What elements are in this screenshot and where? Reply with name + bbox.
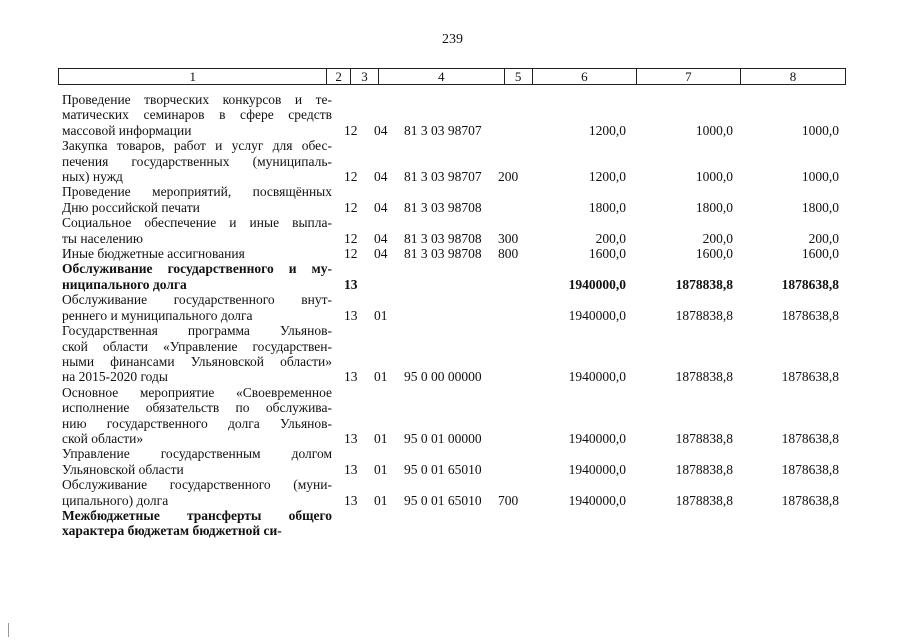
description-line: Государственная программа Ульянов- <box>62 323 332 339</box>
target-article-code: 95 0 01 65010 <box>404 492 482 508</box>
amount-year-2: 1878838,8 <box>675 369 733 385</box>
row-description <box>62 261 332 292</box>
amount-year-3: 1878638,8 <box>781 430 839 446</box>
row-description <box>62 184 332 215</box>
header-col-5: 5 <box>505 69 533 84</box>
table-row <box>0 92 905 138</box>
description-line: ты населению <box>62 230 143 246</box>
amount-year-3: 1878638,8 <box>781 307 839 323</box>
table-row <box>0 138 905 184</box>
expense-type-code: 700 <box>498 492 519 508</box>
description-line: Ульяновской области <box>62 461 184 477</box>
amount-year-1: 1940000,0 <box>568 369 626 385</box>
amount-year-3: 1800,0 <box>801 199 839 215</box>
section-code: 13 <box>344 430 358 446</box>
amount-year-3: 1878638,8 <box>781 492 839 508</box>
target-article-code: 81 3 03 98708 <box>404 230 482 246</box>
subsection-code: 04 <box>374 230 388 246</box>
amount-year-1: 200,0 <box>595 230 626 246</box>
amount-year-1: 1800,0 <box>588 199 626 215</box>
header-col-4: 4 <box>379 69 504 84</box>
description-line: нию государственного долга Ульянов- <box>62 415 332 431</box>
target-article-code: 95 0 00 00000 <box>404 369 482 385</box>
description-line: Проведение творческих конкурсов и те- <box>62 92 332 107</box>
header-col-7: 7 <box>637 69 741 84</box>
table-row <box>0 385 905 447</box>
description-line: Социальное обеспечение и иные выпла- <box>62 215 332 231</box>
row-description <box>62 246 332 261</box>
row-description <box>62 92 332 138</box>
amount-year-1: 1940000,0 <box>568 492 626 508</box>
description-line: ской области» <box>62 430 144 446</box>
row-description <box>62 477 332 508</box>
section-code: 13 <box>344 461 358 477</box>
description-line: ской области «Управление государствен- <box>62 338 332 354</box>
expense-type-code: 800 <box>498 246 519 262</box>
amount-year-3: 1878638,8 <box>781 369 839 385</box>
subsection-code: 01 <box>374 307 388 323</box>
subsection-code: 01 <box>374 430 388 446</box>
description-line: реннего и муниципального долга <box>62 307 253 323</box>
amount-year-2: 200,0 <box>702 230 733 246</box>
header-col-2: 2 <box>327 69 350 84</box>
amount-year-3: 1000,0 <box>801 122 839 138</box>
description-line: Закупка товаров, работ и услуг для обес- <box>62 138 332 154</box>
row-description <box>62 292 332 323</box>
description-line: Проведение мероприятий, посвящённых <box>62 184 332 200</box>
section-code: 13 <box>344 369 358 385</box>
amount-year-3: 1000,0 <box>801 169 839 185</box>
amount-year-2: 1878838,8 <box>675 461 733 477</box>
table-row <box>0 215 905 246</box>
amount-year-1: 1940000,0 <box>568 307 626 323</box>
subsection-code: 04 <box>374 199 388 215</box>
description-line: ными финансами Ульяновской области» <box>62 353 332 369</box>
table-row <box>0 323 905 385</box>
amount-year-2: 1878838,8 <box>675 492 733 508</box>
amount-year-2: 1878838,8 <box>675 307 733 323</box>
section-code: 13 <box>344 307 358 323</box>
section-code: 12 <box>344 230 358 246</box>
target-article-code: 95 0 01 00000 <box>404 430 482 446</box>
amount-year-1: 1200,0 <box>588 169 626 185</box>
table-row <box>0 292 905 323</box>
target-article-code: 95 0 01 65010 <box>404 461 482 477</box>
section-code: 12 <box>344 122 358 138</box>
description-line: на 2015-2020 годы <box>62 369 168 385</box>
table-row <box>0 446 905 477</box>
subsection-code: 04 <box>374 122 388 138</box>
table-row <box>0 184 905 215</box>
description-line: исполнение обязательств по обслужива- <box>62 400 332 416</box>
subsection-code: 01 <box>374 461 388 477</box>
target-article-code: 81 3 03 98708 <box>404 246 482 262</box>
table-row <box>0 508 905 539</box>
expense-type-code: 200 <box>498 169 519 185</box>
section-code: 12 <box>344 199 358 215</box>
amount-year-2: 1000,0 <box>695 169 733 185</box>
description-line: Иные бюджетные ассигнования <box>62 246 245 262</box>
amount-year-2: 1878838,8 <box>675 430 733 446</box>
header-col-6: 6 <box>533 69 637 84</box>
amount-year-1: 1200,0 <box>588 122 626 138</box>
section-code: 12 <box>344 169 358 185</box>
row-description <box>62 508 332 539</box>
row-description <box>62 138 332 184</box>
subsection-code: 01 <box>374 492 388 508</box>
page-number: 239 <box>442 32 463 47</box>
row-description <box>62 215 332 246</box>
subsection-code: 01 <box>374 369 388 385</box>
table-body <box>0 92 905 539</box>
description-line: печения государственных (муниципаль- <box>62 153 332 169</box>
description-line: матических семинаров в сфере средств <box>62 107 332 123</box>
description-line: Межбюджетные трансферты общего <box>62 507 332 523</box>
amount-year-2: 1800,0 <box>695 199 733 215</box>
description-line: характера бюджетам бюджетной си- <box>62 523 282 539</box>
amount-year-1: 1600,0 <box>588 246 626 262</box>
description-line: массовой информации <box>62 122 192 138</box>
header-col-3: 3 <box>351 69 379 84</box>
table-row <box>0 261 905 292</box>
header-col-1: 1 <box>59 69 327 84</box>
target-article-code: 81 3 03 98707 <box>404 169 482 185</box>
table-header <box>58 68 846 85</box>
table-row <box>0 477 905 508</box>
subsection-code: 04 <box>374 169 388 185</box>
amount-year-3: 200,0 <box>808 230 839 246</box>
description-line: Обслуживание государственного (муни- <box>62 477 332 493</box>
description-line: Обслуживание государственного и му- <box>62 261 332 277</box>
amount-year-3: 1878638,8 <box>781 276 839 292</box>
amount-year-2: 1000,0 <box>695 122 733 138</box>
amount-year-2: 1878838,8 <box>675 276 733 292</box>
amount-year-1: 1940000,0 <box>568 430 626 446</box>
description-line: Управление государственным долгом <box>62 446 332 462</box>
amount-year-1: 1940000,0 <box>568 276 626 292</box>
description-line: ных) нужд <box>62 169 123 185</box>
row-description <box>62 323 332 385</box>
description-line: ниципального долга <box>62 276 187 292</box>
header-col-8: 8 <box>789 69 797 84</box>
description-line: Основное мероприятие «Своевременное <box>62 384 332 400</box>
amount-year-3: 1600,0 <box>801 246 839 262</box>
expense-type-code: 300 <box>498 230 519 246</box>
section-code: 13 <box>344 492 358 508</box>
description-line: ципального) долга <box>62 492 169 508</box>
row-description <box>62 446 332 477</box>
scan-edge-mark <box>8 623 9 637</box>
target-article-code: 81 3 03 98708 <box>404 199 482 215</box>
table-row <box>0 246 905 261</box>
amount-year-3: 1878638,8 <box>781 461 839 477</box>
section-code: 13 <box>344 276 358 292</box>
description-line: Обслуживание государственного внут- <box>62 292 332 308</box>
amount-year-1: 1940000,0 <box>568 461 626 477</box>
target-article-code: 81 3 03 98707 <box>404 122 482 138</box>
description-line: Дню российской печати <box>62 199 200 215</box>
amount-year-2: 1600,0 <box>695 246 733 262</box>
subsection-code: 04 <box>374 246 388 262</box>
row-description <box>62 385 332 447</box>
section-code: 12 <box>344 246 358 262</box>
